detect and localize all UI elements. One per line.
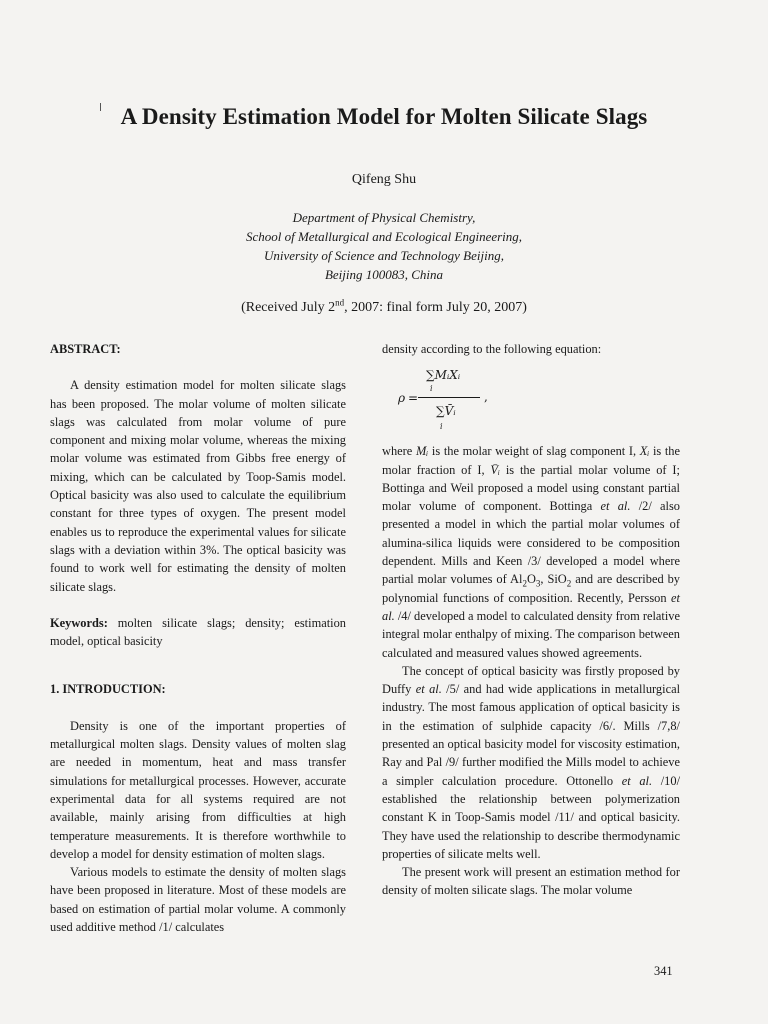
received-date: (Received July 2nd, 2007: final form July 20, 2007) xyxy=(241,297,527,315)
abstract-heading: ABSTRACT: xyxy=(50,342,121,356)
author-name: Qifeng Shu xyxy=(351,172,417,187)
equation-lead: density according to the following equation: xyxy=(382,342,602,356)
affiliation xyxy=(0,208,768,284)
equation-numerator: ∑MᵢXᵢ xyxy=(426,368,461,383)
right-paragraph-2: The concept of optical basicity was firstly proposed by Duffy et al. /5/ and had wide applications in metallurgical industry. The most famous application of optical basicity is in the estimation of sulphide capacity /6/. Mills /7,8/ presented an optical basicity model for viscosity estimation, Ray and Pal /9/ further modified the Mills model to achieve a simpler calculation procedure. Ottonello et al. /10/ established the relationship between polymerization constant K in Toop-Samis model /11/ and optical basicity. They have used the relationship to describe thermodynamic properties of silicate melts well. xyxy=(382,663,681,861)
fraction-bar xyxy=(418,397,480,398)
abstract-text: A density estimation model for molten silicate slags has been proposed. The molar volume of molten silicate slags was calculated from molar volume of pure component and mixing molar volume, whereas the mixing molar volume was estimated from Gibbs free energy of mixing, which can be calculated by Toop-Samis model. Optical basicity was also used to calculate the equilibrium constant for three types of oxygen. The present model enables us to reproduce the experimental values for silicate slags with a deviation within 3%. The optical basicity was found to work well for estimating the density of molten silicate slags. xyxy=(50,378,346,594)
paper-title: A Density Estimation Model for Molten Silicate Slags xyxy=(120,104,648,129)
rho-symbol: ρ xyxy=(398,391,406,406)
affiliation-line: School of Metallurgical and Ecological Engineering, xyxy=(245,229,523,244)
keywords-text: molten silicate slags; density; estimation model, optical basicity xyxy=(50,615,346,649)
keywords xyxy=(50,614,346,651)
keywords-label: Keywords: xyxy=(50,615,108,630)
intro-paragraph-2: Various models to estimate the density of molten slags have been proposed in literature. Most of these models are based on estimation of partial molar volume. A commonly used additive method /1/ calculates xyxy=(50,865,346,935)
left-column xyxy=(50,340,346,936)
right-paragraph-1: where Mᵢ is the molar weight of slag component I, Xᵢ is the molar fraction of I, V̄ᵢ is the partial molar volume of I; Bottinga and Weil proposed a model using constant partial molar volume of component. Bottinga et al. /2/ also presented a model in which the partial molar volumes of alumina-silica liquids were considered to be composition dependent. Mills and Keen /3/ developed a model where partial molar volumes of $Al_2O_3$, SiO$_2$ and are described by polynomial functions of composition. Recently, Persson et al. /4/ developed a model to calculated density from relative integral molar enthalpy of mixing. The comparison between calculated and measured values showed agreements. xyxy=(382,444,680,660)
numerator-index: i xyxy=(430,384,433,394)
page-number: 341 xyxy=(654,964,673,978)
denominator-index: i xyxy=(440,422,443,432)
affiliation-line: Department of Physical Chemistry, xyxy=(292,210,476,225)
intro-paragraph-1: Density is one of the important properties of metallurgical molten slags. Density values of molten slag are needed in momentum, heat and mass transfer simulations for metallurgical processes. However, accurate experimental data for all systems required are not available, mainly arising from difficulties at high temperature measurements. It is therefore worthwhile to develop a model for density estimation of molten slags. xyxy=(50,718,346,861)
right-paragraph-3: The present work will present an estimation method for density of molten silicate slags. The molar volume xyxy=(382,865,680,898)
affiliation-line: Beijing 100083, China xyxy=(324,267,444,282)
equation-comma: , xyxy=(484,390,488,405)
equals-sign: = xyxy=(408,391,419,406)
affiliation-line: University of Science and Technology Beijing, xyxy=(264,248,504,263)
equation-denominator: ∑V̄ᵢ xyxy=(436,404,456,419)
introduction-heading: 1. INTRODUCTION: xyxy=(50,682,166,697)
right-column xyxy=(382,340,680,900)
density-equation xyxy=(382,366,680,430)
